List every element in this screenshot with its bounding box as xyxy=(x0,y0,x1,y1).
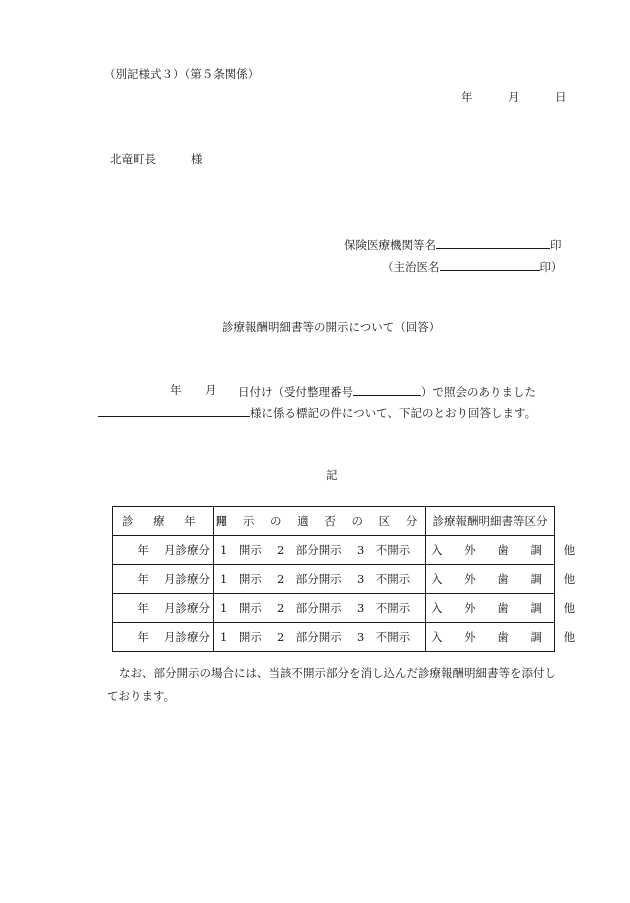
statement-category-cell[interactable]: 入 外 歯 調 他 xyxy=(426,623,555,652)
date-year: 年 xyxy=(461,90,473,104)
form-label: （別記様式３）（第５条関係） xyxy=(104,67,260,81)
statement-category-cell[interactable]: 入 外 歯 調 他 xyxy=(426,536,555,565)
reception-number-blank[interactable] xyxy=(353,382,421,396)
table-header-row xyxy=(113,507,555,536)
date-day: 日 xyxy=(555,90,567,104)
doctor-seal-mark: 印） xyxy=(539,260,563,274)
treatment-month-cell[interactable]: 年 月診療分 xyxy=(113,623,214,652)
institution-name-blank[interactable] xyxy=(436,235,550,249)
disclosure-options-cell[interactable]: 1 開示 2 部分開示 3 不開示 xyxy=(214,565,426,594)
doctor-label: （主治医名 xyxy=(382,260,440,274)
institution-line xyxy=(344,235,562,253)
document-title: 診療報酬明細書等の開示について（回答） xyxy=(222,320,441,334)
statement-category-cell[interactable]: 入 外 歯 調 他 xyxy=(426,594,555,623)
disclosure-options-cell[interactable]: 1 開示 2 部分開示 3 不開示 xyxy=(214,623,426,652)
header-disclosure-category: 開 示 の 適 否 の 区 分 xyxy=(214,507,426,536)
treatment-month-cell[interactable]: 年 月診療分 xyxy=(113,536,214,565)
disclosure-options-cell[interactable]: 1 開示 2 部分開示 3 不開示 xyxy=(214,594,426,623)
footer-note-line-1: なお、部分開示の場合には、当該不開示部分を消し込んだ診療報酬明細書等を添付し xyxy=(119,666,556,680)
treatment-month-cell[interactable]: 年 月診療分 xyxy=(113,565,214,594)
patient-name-blank[interactable] xyxy=(98,403,250,417)
institution-label: 保険医療機関等名 xyxy=(344,238,436,252)
disclosure-table xyxy=(112,506,585,652)
body-month: 月 xyxy=(205,383,217,397)
table-row xyxy=(113,536,555,565)
footer-note-line-2: ております。 xyxy=(107,689,176,703)
table-row xyxy=(113,623,555,652)
body-line-2-text: 様に係る標記の件について、下記のとおり回答します。 xyxy=(250,406,537,420)
header-treatment-month: 診 療 年 月 xyxy=(113,507,214,536)
body-date-text: 日付け（受付整理番号 ）で照会のありました xyxy=(238,382,536,400)
seal-mark: 印 xyxy=(550,238,562,252)
table-row xyxy=(113,594,555,623)
body-year: 年 xyxy=(170,383,182,397)
statement-category-cell[interactable]: 入 外 歯 調 他 xyxy=(426,565,555,594)
body-line-2 xyxy=(98,403,536,421)
header-statement-category: 診療報酬明細書等区分 xyxy=(426,507,555,536)
doctor-name-blank[interactable] xyxy=(440,257,540,271)
table-row xyxy=(113,565,555,594)
ki-heading: 記 xyxy=(326,468,338,482)
date-month: 月 xyxy=(508,90,520,104)
doctor-line xyxy=(382,257,563,275)
treatment-month-cell[interactable]: 年 月診療分 xyxy=(113,594,214,623)
addressee-honorific: 様 xyxy=(191,152,203,166)
disclosure-options-cell[interactable]: 1 開示 2 部分開示 3 不開示 xyxy=(214,536,426,565)
addressee-name: 北竜町長 xyxy=(110,152,156,166)
